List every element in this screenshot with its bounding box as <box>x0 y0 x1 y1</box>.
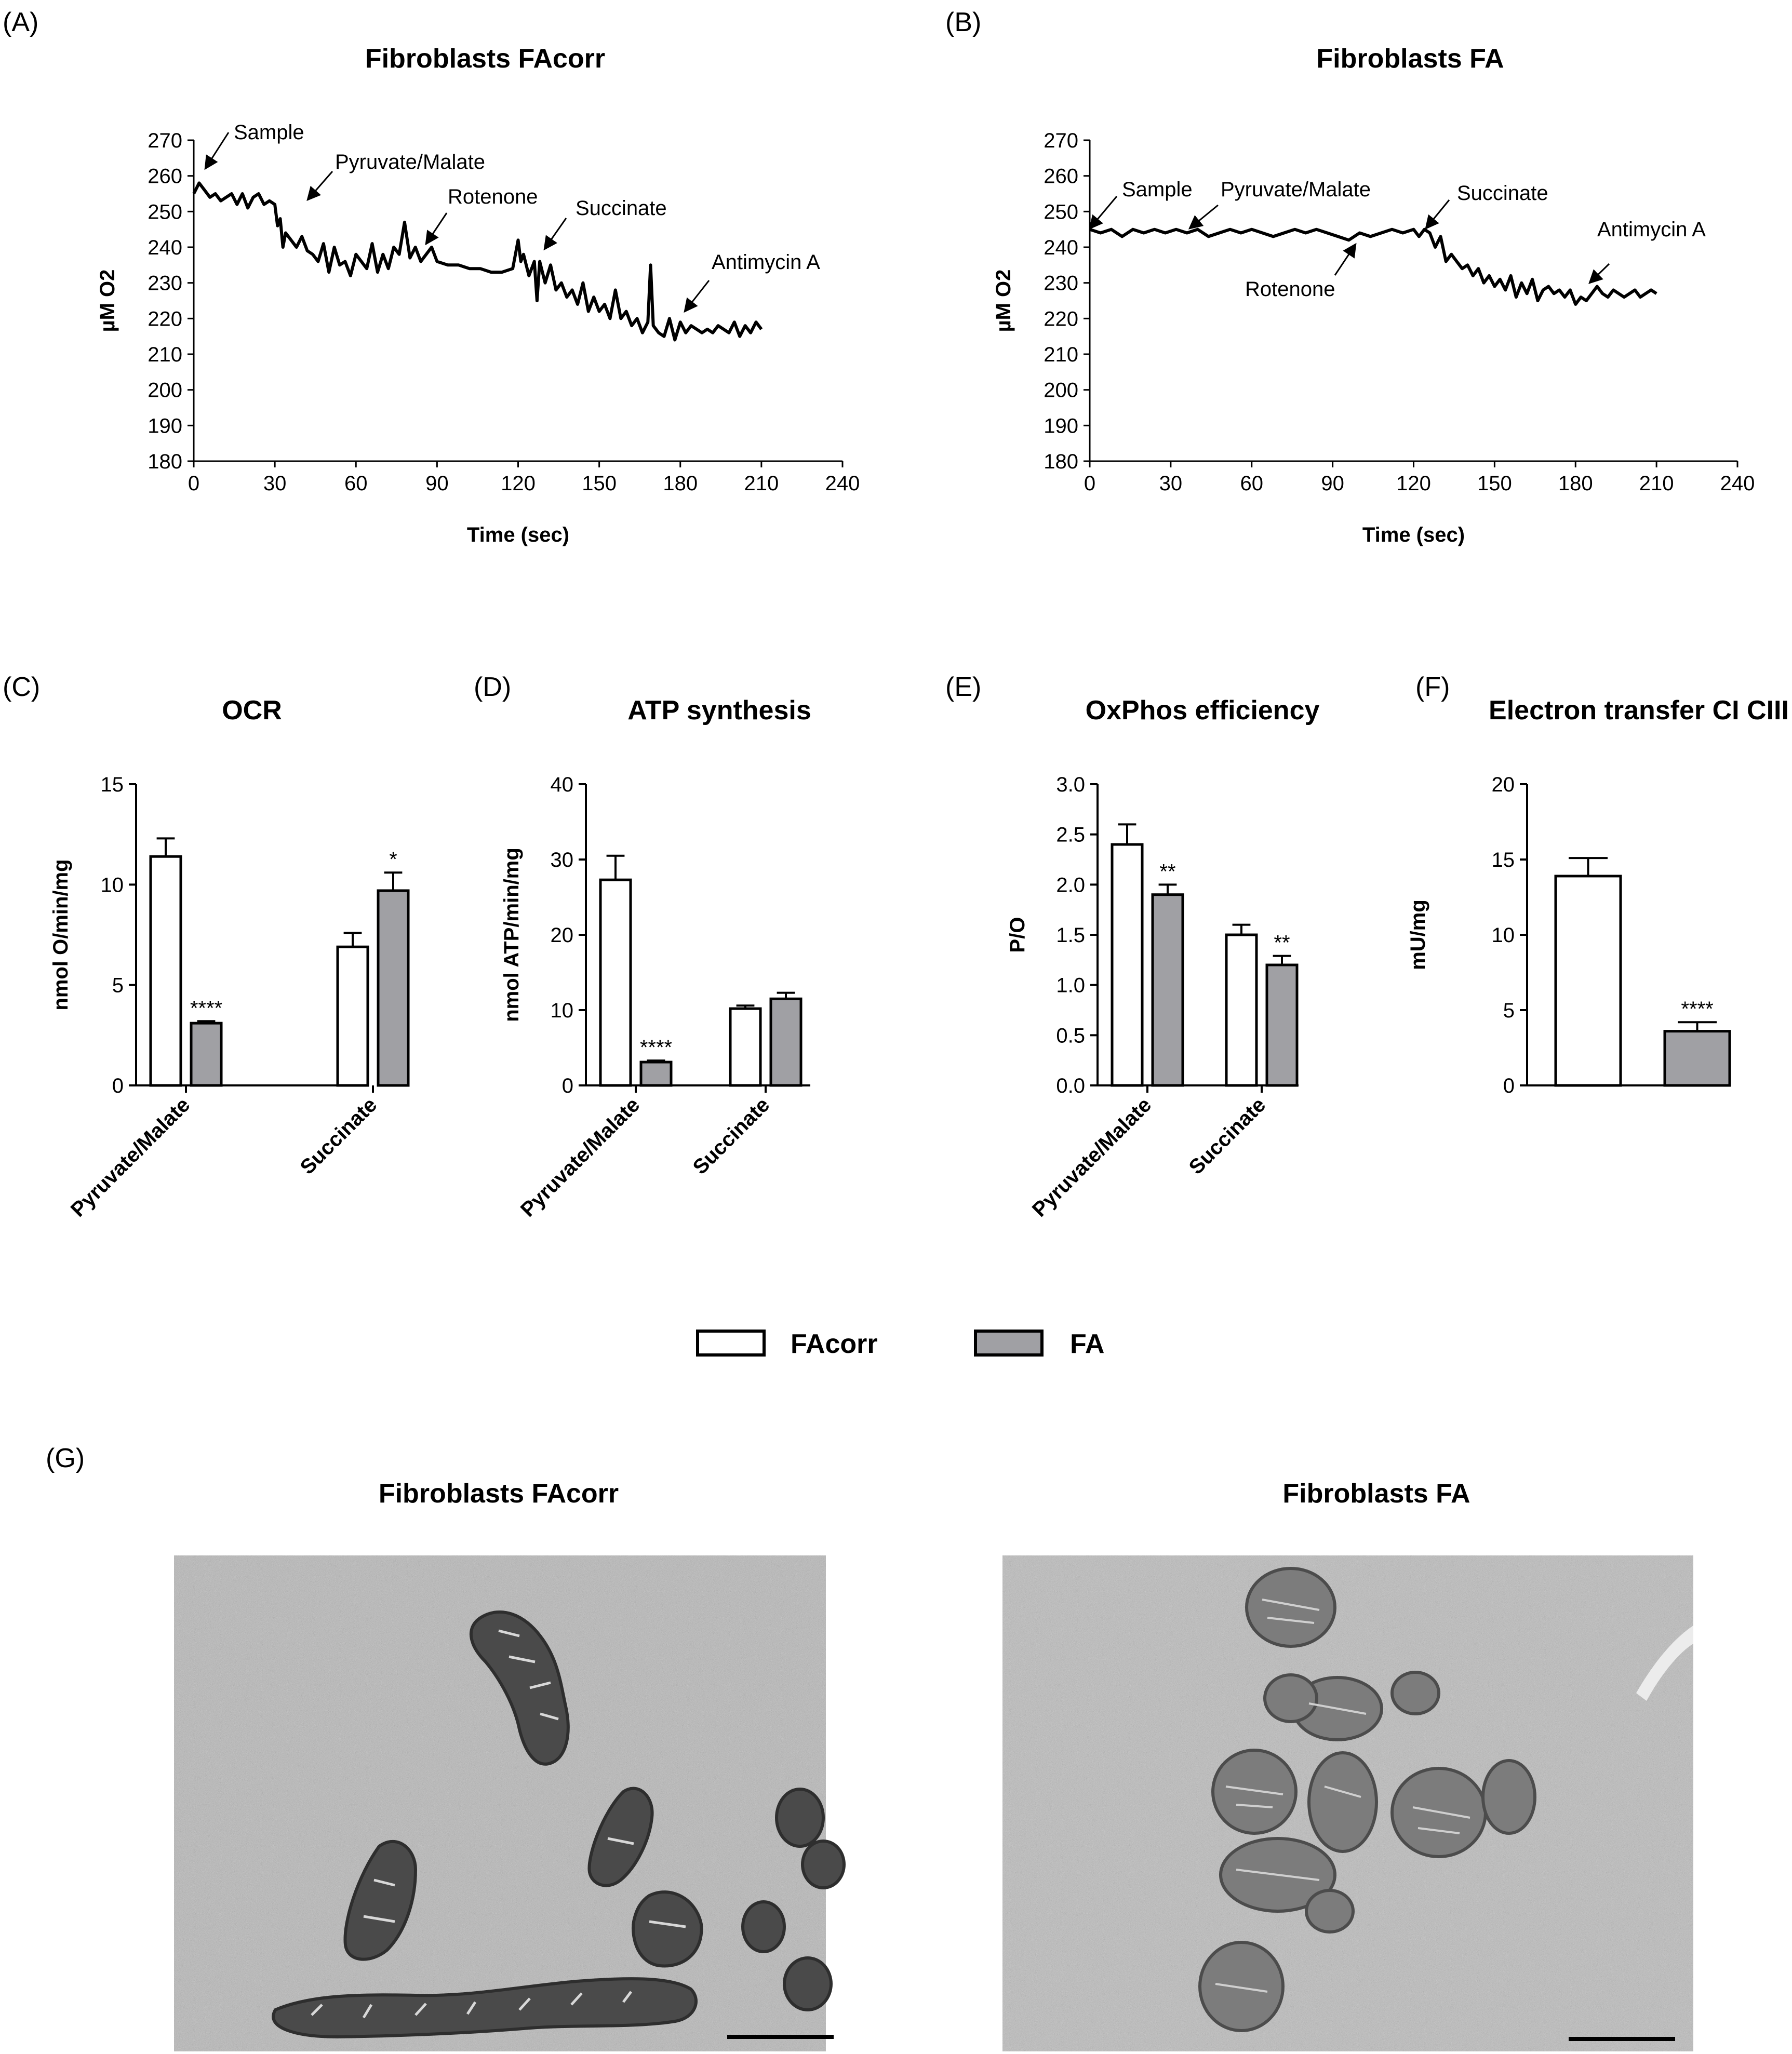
x-tick-label-b: 180 <box>1558 472 1593 495</box>
y-tick-label-e: 0.5 <box>1056 1024 1085 1048</box>
y-tick-label-a: 200 <box>148 379 182 402</box>
y-tick-label-d: 40 <box>550 773 573 796</box>
y-tick-label-b: 220 <box>1044 307 1078 331</box>
bar-chart-f <box>1407 773 1730 1097</box>
panel-label-f: (F) <box>1415 672 1450 702</box>
arrow-annotations-b <box>1090 178 1706 301</box>
significance-label-c: * <box>389 848 397 871</box>
y-axis-title-b: µM O2 <box>992 269 1015 332</box>
panel-label-e: (E) <box>945 672 982 702</box>
legend-label-fa: FA <box>1070 1329 1105 1359</box>
x-tick-label-a: 210 <box>744 472 779 495</box>
y-tick-label-e: 1.0 <box>1056 974 1085 997</box>
y-tick-label-a: 190 <box>148 414 182 438</box>
annotation-pyruvate-a: Pyruvate/Malate <box>335 151 486 173</box>
annotation-antimycin-b: Antimycin A <box>1597 218 1706 241</box>
y-tick-label-b: 270 <box>1044 129 1078 152</box>
x-tick-label-b: 0 <box>1084 472 1096 495</box>
y-tick-label-a: 180 <box>148 450 182 473</box>
category-label-e: Pyruvate/Malate <box>1027 1093 1156 1221</box>
y-tick-label-c: 0 <box>112 1075 124 1097</box>
x-tick-label-a: 90 <box>425 472 449 495</box>
trace-line-b <box>1090 230 1656 304</box>
y-tick-label-c: 10 <box>100 874 124 897</box>
y-tick-label-c: 15 <box>100 773 124 796</box>
category-label-c: Pyruvate/Malate <box>66 1093 195 1221</box>
x-tick-label-a: 150 <box>582 472 617 495</box>
x-tick-label-b: 120 <box>1396 472 1431 495</box>
bar-chart-c <box>49 773 408 1221</box>
y-tick-label-f: 0 <box>1503 1075 1515 1097</box>
bar-chart-d <box>500 773 810 1221</box>
y-axis-title-c: nmol O/min/mg <box>49 859 72 1011</box>
significance-label-e: ** <box>1274 931 1290 955</box>
legend-label-facorr: FAcorr <box>791 1329 878 1359</box>
legend-swatch-facorr <box>698 1331 764 1355</box>
x-tick-label-b: 30 <box>1159 472 1183 495</box>
annotation-sample-a: Sample <box>234 121 304 144</box>
x-tick-label-a: 0 <box>188 472 200 495</box>
arrow-annotations-a <box>205 121 820 312</box>
bar-facorr-d <box>600 880 631 1085</box>
y-tick-label-b: 260 <box>1044 165 1078 188</box>
bar-fa-e <box>1267 965 1297 1085</box>
bar-fa-c <box>191 1023 221 1085</box>
y-tick-label-a: 240 <box>148 236 182 259</box>
panel-label-b: (B) <box>945 7 982 37</box>
y-tick-label-a: 260 <box>148 165 182 188</box>
significance-label-d: **** <box>639 1036 673 1059</box>
line-chart-b <box>992 129 1755 546</box>
category-label-d: Pyruvate/Malate <box>516 1093 645 1221</box>
bar-facorr-f <box>1556 876 1621 1085</box>
y-tick-label-e: 0.0 <box>1056 1075 1085 1097</box>
x-tick-label-a: 30 <box>263 472 287 495</box>
y-tick-label-a: 270 <box>148 129 182 152</box>
chart-title-a: Fibroblasts FAcorr <box>365 44 606 74</box>
chart-title-e: OxPhos efficiency <box>1085 695 1320 726</box>
x-axis-title-b: Time (sec) <box>1362 523 1465 546</box>
y-axis-title-f: mU/mg <box>1407 900 1429 970</box>
chart-title-c: OCR <box>222 695 282 726</box>
y-tick-label-b: 210 <box>1044 343 1078 366</box>
legend-swatch-fa <box>975 1331 1042 1355</box>
scale-bar-fa <box>1569 2037 1675 2041</box>
y-tick-label-e: 2.5 <box>1056 823 1085 847</box>
x-axis-title-a: Time (sec) <box>466 523 570 546</box>
x-tick-label-b: 150 <box>1477 472 1512 495</box>
significance-label-c: **** <box>190 997 223 1020</box>
y-tick-label-d: 0 <box>561 1075 573 1097</box>
bar-fa-d <box>641 1062 671 1085</box>
y-tick-label-f: 10 <box>1491 924 1515 947</box>
x-tick-label-a: 240 <box>825 472 860 495</box>
bar-facorr-e <box>1112 844 1142 1085</box>
x-tick-label-b: 90 <box>1321 472 1344 495</box>
panel-g <box>46 1443 1693 2051</box>
em-image-facorr <box>174 1555 844 2051</box>
y-axis-title-e: P/O <box>1006 917 1029 953</box>
y-tick-label-b: 250 <box>1044 200 1078 224</box>
annotation-antimycin-a: Antimycin A <box>712 251 820 274</box>
significance-label-f: **** <box>1681 998 1714 1021</box>
y-tick-label-e: 3.0 <box>1056 773 1085 796</box>
em-title-facorr: Fibroblasts FAcorr <box>378 1479 619 1509</box>
x-tick-label-a: 120 <box>501 472 536 495</box>
category-label-e: Succinate <box>1184 1093 1271 1179</box>
y-tick-label-f: 15 <box>1491 849 1515 871</box>
bar-fa-d <box>771 999 801 1085</box>
x-tick-label-b: 210 <box>1639 472 1674 495</box>
annotation-rotenone-b: Rotenone <box>1245 278 1335 301</box>
annotation-succinate-b: Succinate <box>1457 182 1548 205</box>
panel-label-g: (G) <box>46 1443 85 1473</box>
y-axis-title-d: nmol ATP/min/mg <box>500 848 523 1022</box>
annotation-pyruvate-b: Pyruvate/Malate <box>1221 178 1371 201</box>
em-image-fa <box>1002 1555 1693 2051</box>
chart-title-d: ATP synthesis <box>627 695 811 726</box>
category-label-c: Succinate <box>296 1093 382 1179</box>
x-tick-label-b: 60 <box>1240 472 1263 495</box>
panel-label-d: (D) <box>474 672 512 702</box>
annotation-rotenone-a: Rotenone <box>448 185 538 208</box>
y-tick-label-d: 30 <box>550 849 573 871</box>
legend <box>698 1329 1104 1359</box>
y-tick-label-f: 20 <box>1491 773 1515 796</box>
y-tick-label-d: 20 <box>550 924 573 947</box>
panel-a <box>3 7 820 312</box>
bar-fa-c <box>378 891 408 1085</box>
y-tick-label-a: 210 <box>148 343 182 366</box>
scale-bar-facorr <box>727 2035 834 2039</box>
bar-fa-e <box>1153 895 1183 1085</box>
panel-label-c: (C) <box>3 672 41 702</box>
significance-label-e: ** <box>1159 860 1176 883</box>
x-tick-label-a: 60 <box>344 472 368 495</box>
bar-facorr-d <box>730 1009 760 1085</box>
em-title-fa: Fibroblasts FA <box>1282 1479 1470 1509</box>
annotation-succinate-a: Succinate <box>576 197 667 220</box>
y-tick-label-e: 2.0 <box>1056 874 1085 897</box>
y-axis-title-a: µM O2 <box>96 269 119 332</box>
y-tick-label-b: 180 <box>1044 450 1078 473</box>
y-tick-label-b: 240 <box>1044 236 1078 259</box>
y-tick-label-b: 230 <box>1044 272 1078 295</box>
category-label-d: Succinate <box>688 1093 774 1179</box>
y-tick-label-a: 250 <box>148 200 182 224</box>
chart-title-f: Electron transfer CI CIII <box>1489 695 1789 726</box>
y-tick-label-a: 220 <box>148 307 182 331</box>
bar-facorr-c <box>338 947 368 1085</box>
panel-label-a: (A) <box>3 7 39 37</box>
y-tick-label-e: 1.5 <box>1056 924 1085 947</box>
x-tick-label-b: 240 <box>1720 472 1755 495</box>
y-tick-label-a: 230 <box>148 272 182 295</box>
y-tick-label-d: 10 <box>550 999 573 1022</box>
chart-title-b: Fibroblasts FA <box>1316 44 1504 74</box>
bar-chart-e <box>1006 773 1299 1221</box>
bar-facorr-c <box>151 856 181 1085</box>
y-tick-label-f: 5 <box>1503 999 1515 1022</box>
bar-facorr-e <box>1226 935 1256 1085</box>
y-tick-label-c: 5 <box>112 974 124 997</box>
annotation-sample-b: Sample <box>1122 178 1193 201</box>
x-tick-label-a: 180 <box>663 472 698 495</box>
y-tick-label-b: 190 <box>1044 414 1078 438</box>
y-tick-label-b: 200 <box>1044 379 1078 402</box>
bar-fa-f <box>1665 1031 1730 1085</box>
